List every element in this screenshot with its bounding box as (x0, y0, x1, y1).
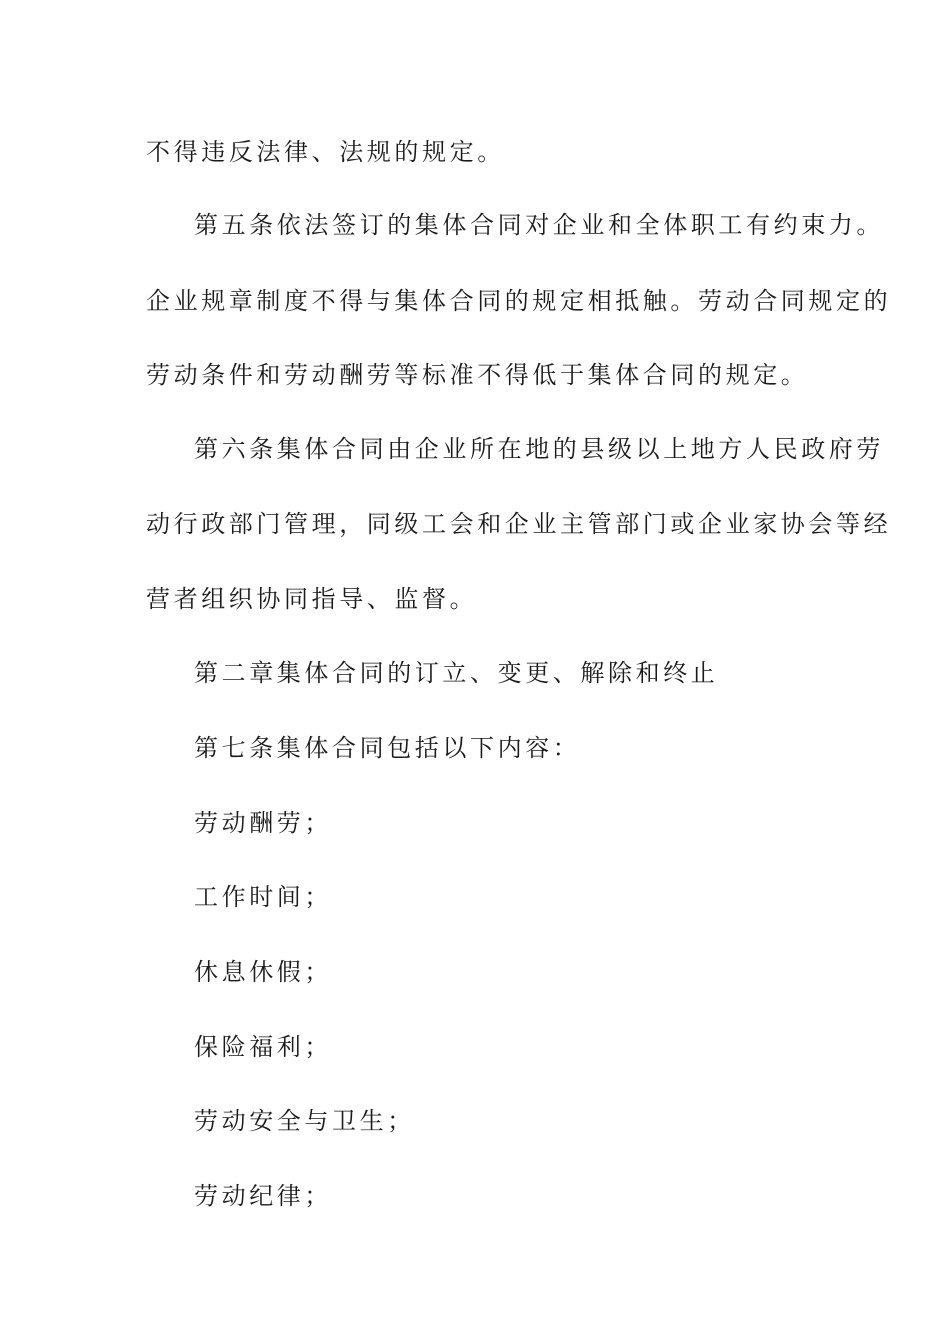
article-7-line: 第七条集体合同包括以下内容： (194, 734, 581, 762)
list-item: 保险福利； (194, 1033, 332, 1061)
list-item: 劳动纪律； (194, 1182, 332, 1210)
list-item: 劳动安全与卫生； (194, 1107, 415, 1135)
article-5-line-3: 劳动条件和劳动酬劳等标准不得低于集体合同的规定。 (146, 361, 809, 389)
list-item: 工作时间； (194, 883, 332, 911)
list-item: 休息休假； (194, 958, 332, 986)
article-5-line-2: 企业规章制度不得与集体合同的规定相抵触。劳动合同规定的 (146, 287, 892, 315)
article-6-line-1: 第六条集体合同由企业所在地的县级以上地方人民政府劳 (194, 435, 884, 463)
list-item: 劳动酬劳； (194, 809, 332, 837)
article-6-line-3: 营者组织协同指导、监督。 (146, 585, 478, 613)
article-6-line-2: 动行政部门管理，同级工会和企业主管部门或企业家协会等经 (146, 510, 892, 538)
chapter-2-heading: 第二章集体合同的订立、变更、解除和终止 (194, 659, 719, 687)
text-line-1: 不得违反法律、法规的规定。 (146, 138, 505, 166)
article-5-line-1: 第五条依法签订的集体合同对企业和全体职工有约束力。 (194, 211, 884, 239)
